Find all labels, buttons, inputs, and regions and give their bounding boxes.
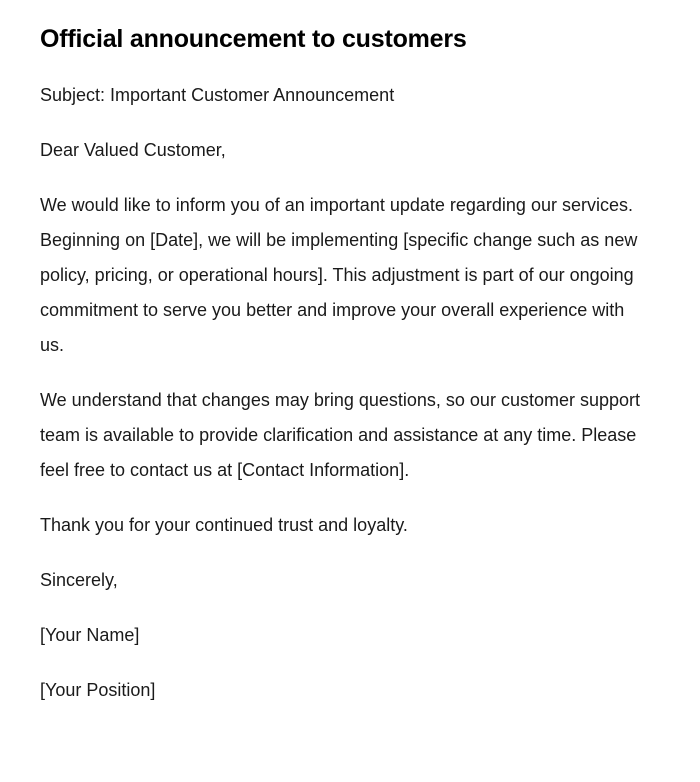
closing: Sincerely, <box>40 570 118 590</box>
signature-name: [Your Name] <box>40 625 140 645</box>
body-paragraph-2: We understand that changes may bring questions, so our customer support team is available to provide clarification and assistance at any time. Please feel free to contact us at [Contact Information]. <box>40 390 641 480</box>
subject-line: Subject: Important Customer Announcement <box>40 85 395 105</box>
signature-position: [Your Position] <box>40 680 156 700</box>
thanks-line: Thank you for your continued trust and loyalty. <box>40 515 408 535</box>
document-title: Official announcement to customers <box>40 25 467 53</box>
salutation: Dear Valued Customer, <box>40 140 226 160</box>
body-paragraph-1: We would like to inform you of an important update regarding our services. Beginning on [Date], we will be implementing [specific change such as new policy, pricing, or operational hours]. This adjustment is part of our ongoing commitment to serve you better and improve your overall experience with us. <box>40 195 638 355</box>
